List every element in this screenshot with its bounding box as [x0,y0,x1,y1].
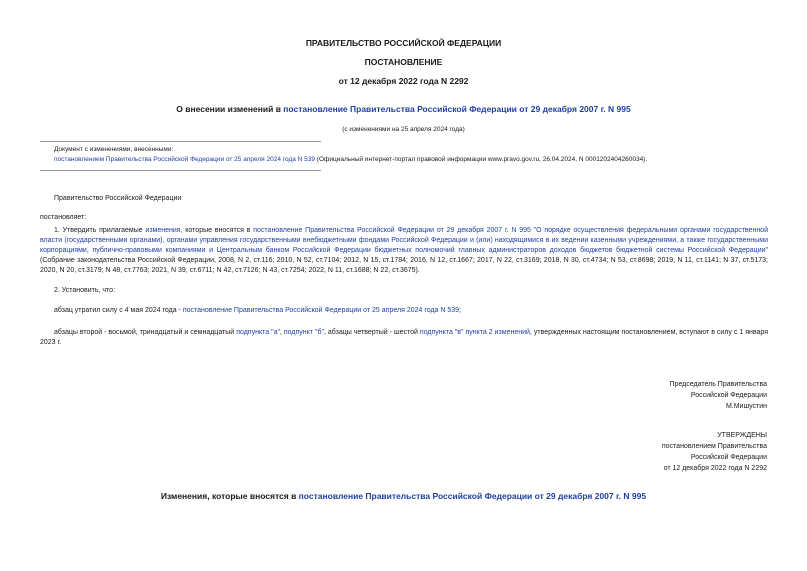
p4-text-b: , [279,329,284,336]
decrees-text: постановляет: [40,214,87,221]
changes-title-link[interactable]: постановление Правительства Российской Федерации от 29 декабря 2007 г. N 995 [298,491,647,501]
p4-text-a: абзацы второй - восьмой, тринадцатый и семнадцатый [54,329,237,336]
changes-link[interactable]: постановлением Правительства Российской Федерации от 25 апреля 2024 года N 539 [54,156,315,163]
document-title [0,104,807,114]
signature-line-1: Председатель Правительства [669,381,767,388]
paragraph-4 [40,328,768,348]
title-prefix: О внесении изменений в [176,104,284,114]
document-type: ПОСТАНОВЛЕНИЕ [364,57,443,67]
paragraph-2: 2. Установить, что: [54,287,116,294]
signature-line-3: М.Мишустин [725,403,767,410]
p1-text-a: 1. Утвердить прилагаемые [54,227,146,234]
p4-link-c[interactable]: подпункта "в" пункта 2 изменений [419,329,530,336]
approved-line-4: от 12 декабря 2022 года N 2292 [663,465,767,472]
government-rf: Правительство Российской Федерации [54,195,182,202]
p3-link[interactable]: постановление Правительства Российской Федерации от 25 апреля 2024 года N 539 [182,307,460,314]
changes-line [54,155,774,165]
p1-link-resolution[interactable]: постановление Правительства Российской Федерации от 29 декабря 2007 г. N 995 "О порядке осуществления федеральными органами государственной власти (государственными органами), органами управления государственными внебюджетными фондами Российской Федерации и (или) находящимися в их ведении казенными учреждениями, а также государственными корпорациями, публично-правовыми компаниями и Центральным банком Российской Федерации бюджетных полномочий главных администраторов доходов бюджетов бюджетной системы Российской Федерации" [40,227,768,254]
changes-title-prefix: Изменения, которые вносятся в [160,491,299,501]
approved-block [662,430,767,474]
p4-text-c: , абзацы четвертый - шестой [323,329,420,336]
p1-link-changes[interactable]: изменения [145,227,181,234]
paragraph-3 [54,307,461,314]
p4-link-b[interactable]: подпункт "б" [283,329,324,336]
government-heading: ПРАВИТЕЛЬСТВО РОССИЙСКОЙ ФЕДЕРАЦИИ [305,38,502,48]
changes-bottom-rule [40,170,321,171]
changes-label: Документ с изменениями, внесенными: [54,146,174,153]
changes-source: (Официальный интернет-портал правовой информации www.pravo.gov.ru, 26.04.2024, N 0001202404260034). [315,156,648,163]
document-date-number: от 12 декабря 2022 года N 2292 [338,76,469,86]
p4-link-a[interactable]: подпункта "а" [236,329,280,336]
signature-block [670,379,767,412]
p3-text-b: ; [459,307,462,314]
paragraph-1 [40,226,768,276]
p4-text-d: , утвержденных настоящим постановлением, вступают в силу с 1 января 2023 г. [40,329,768,346]
changes-top-rule [40,141,321,142]
approved-line-2: постановлением Правительства [661,443,767,450]
signature-line-2: Российской Федерации [690,392,767,399]
p1-text-b: , которые вносятся в [180,227,254,234]
approved-line-1: УТВЕРЖДЕНЫ [717,432,767,439]
p3-text-a: абзац утратил силу с 4 мая 2024 года - [54,307,183,314]
amended-note: (с изменениями на 25 апреля 2024 года) [342,126,465,133]
title-link[interactable]: постановление Правительства Российской Федерации от 29 декабря 2007 г. N 995 [283,104,631,114]
p1-text-c: (Собрание законодательства Российской Федерации, 2008, N 2, ст.116; 2010, N 52, ст.7104; 2012, N 15, ст.1784; 2016, N 12, ст.1667; 2017, N 22, ст.3169; 2018, N 30, ст.4734; N 53, ст.8698; 2019, N 11, ст.1141; N 37, ст.5173; 2020, N 20, ст.3179; N 48, ст.7763; 2021, N 39, ст.6711; N 42, ст.7126; N 43, ст.7254; 2022, N 11, ст.1688; N 22, ст.3675). [40,257,768,274]
changes-box [54,145,774,165]
approved-line-3: Российской Федерации [690,454,767,461]
changes-title [0,491,807,501]
